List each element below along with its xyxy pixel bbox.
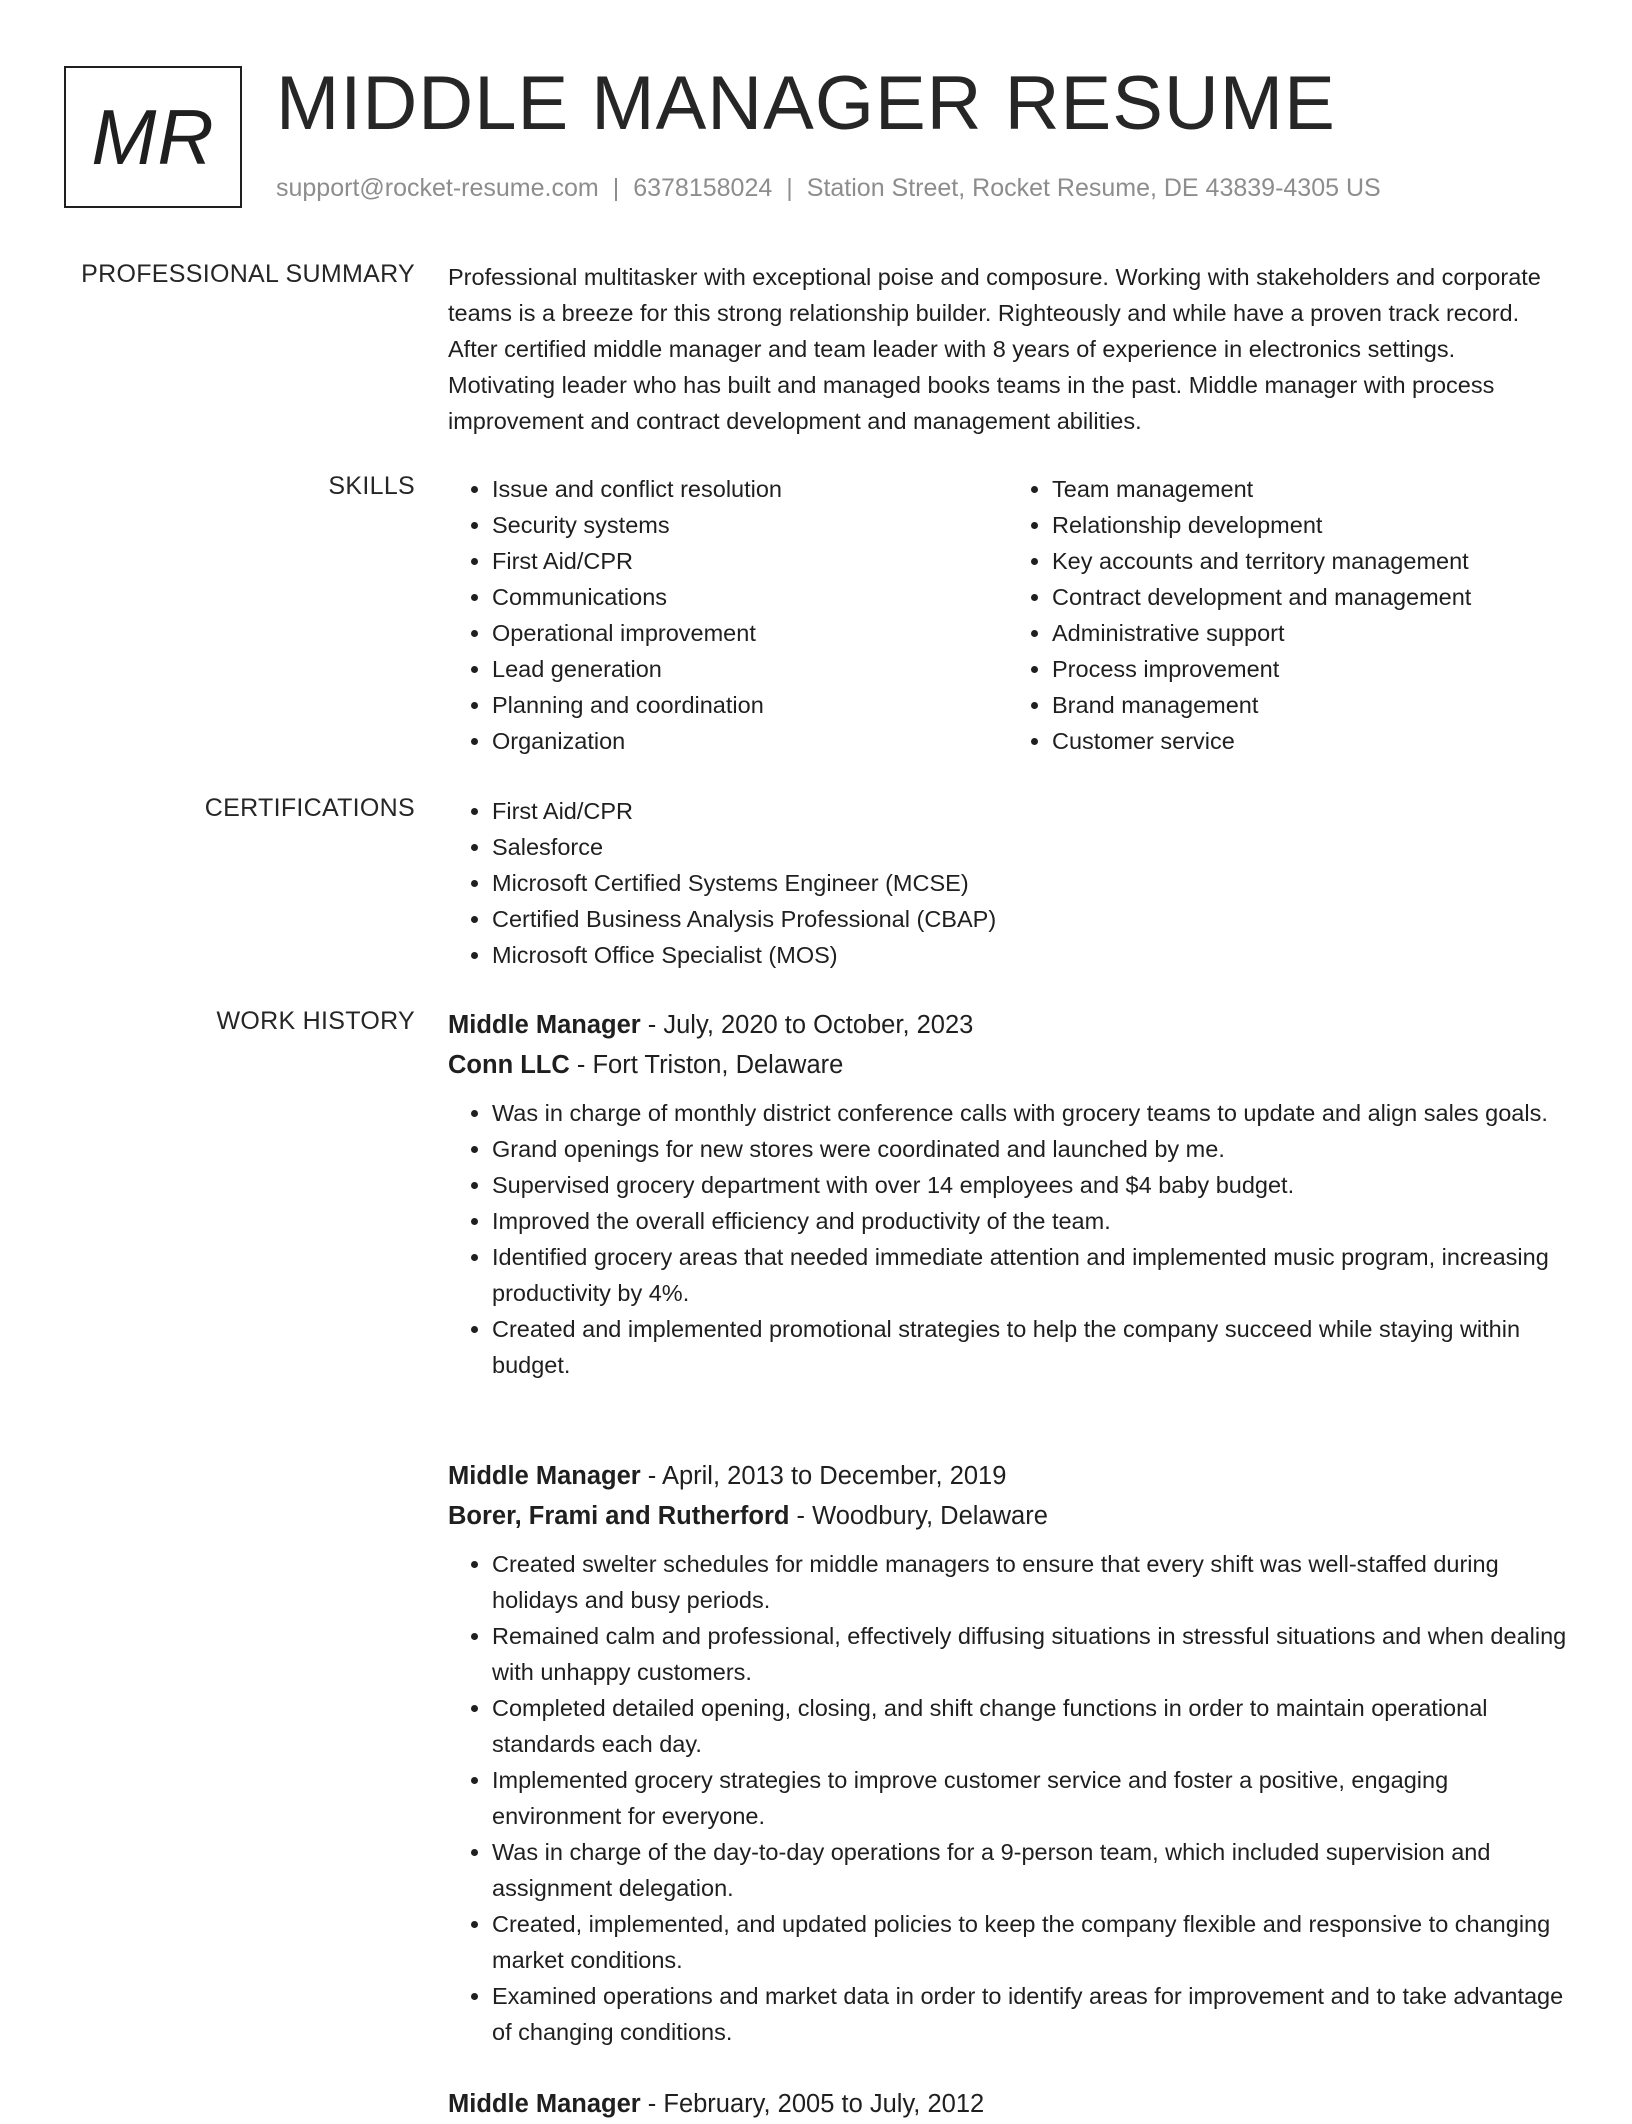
job-location: - Woodbury, Delaware <box>789 1502 1048 1530</box>
certification-item: • Microsoft Office Specialist (MOS) <box>492 937 1568 973</box>
section-label-summary: PROFESSIONAL SUMMARY <box>81 260 415 288</box>
skill-item: • Organization <box>492 723 1008 759</box>
certifications-body <box>448 793 1568 973</box>
job-company-line <box>448 1496 1568 1536</box>
job-dates: - April, 2013 to December, 2019 <box>640 1462 1007 1490</box>
skill-item: • Lead generation <box>492 651 1008 687</box>
resume-title: MIDDLE MANAGER RESUME <box>276 61 1336 146</box>
skill-item: • Team management <box>1052 471 1568 507</box>
skill-item: • Brand management <box>1052 687 1568 723</box>
contact-separator: | <box>786 174 793 202</box>
skills-list-right <box>1008 471 1568 759</box>
job-company-line <box>448 1045 1568 1085</box>
skill-item: • Operational improvement <box>492 615 1008 651</box>
job-dates: - February, 2005 to July, 2012 <box>640 2090 985 2118</box>
contact-phone: 6378158024 <box>633 174 773 202</box>
certification-item: • Certified Business Analysis Professional (CBAP) <box>492 901 1568 937</box>
skill-item: • Process improvement <box>1052 651 1568 687</box>
job-bullet: • Identified grocery areas that needed immediate attention and implemented music program, increasing productivity by 4%. <box>492 1239 1568 1311</box>
skill-item: • Customer service <box>1052 723 1568 759</box>
certification-item: • Salesforce <box>492 829 1568 865</box>
skill-item: • Communications <box>492 579 1008 615</box>
job-bullet: • Created, implemented, and updated policies to keep the company flexible and responsive to changing market conditions. <box>492 1906 1568 1978</box>
job-company: Borer, Frami and Rutherford <box>448 1502 790 1530</box>
skill-item: • Relationship development <box>1052 507 1568 543</box>
job-title-line <box>448 1456 1568 1496</box>
skill-item: • Contract development and management <box>1052 579 1568 615</box>
job-bullet: • Grand openings for new stores were coordinated and launched by me. <box>492 1131 1568 1167</box>
job-title-line <box>448 2084 1568 2124</box>
contact-separator: | <box>612 174 620 202</box>
skill-item: • Key accounts and territory management <box>1052 543 1568 579</box>
job-entry <box>448 1005 1568 1383</box>
job-bullet: • Examined operations and market data in order to identify areas for improvement and to take advantage of changing conditions. <box>492 1978 1568 2050</box>
job-bullets <box>448 1095 1568 1383</box>
skill-item: • First Aid/CPR <box>492 543 1008 579</box>
job-dates: - July, 2020 to October, 2023 <box>640 1011 974 1039</box>
job-bullet: • Was in charge of monthly district conference calls with grocery teams to update and align sales goals. <box>492 1095 1568 1131</box>
skills-list-left <box>448 471 1008 759</box>
section-label-certifications: CERTIFICATIONS <box>204 794 415 822</box>
contact-address: Station Street, Rocket Resume, DE 43839-4305 US <box>806 174 1381 202</box>
job-bullet: • Implemented grocery strategies to improve customer service and foster a positive, engaging environment for everyone. <box>492 1762 1568 1834</box>
contact-email: support@rocket-resume.com <box>276 174 599 202</box>
skill-item: • Administrative support <box>1052 615 1568 651</box>
monogram-initials: MR <box>91 92 215 181</box>
summary-text: Professional multitasker with exceptional poise and composure. Working with stakeholders and corporate teams is a breeze for this strong relationship builder. Righteously and while have a proven track record. After certified middle manager and team leader with 8 years of experience in electronics settings. Motivating leader who has built and managed books teams in the past. Middle manager with process improvement and contract development and management abilities. <box>448 264 1541 434</box>
job-title: Middle Manager <box>448 2090 641 2118</box>
skill-item: • Security systems <box>492 507 1008 543</box>
section-label-work-history: WORK HISTORY <box>216 1007 415 1035</box>
job-bullet: • Supervised grocery department with over 14 employees and $4 baby budget. <box>492 1167 1568 1203</box>
job-bullet: • Improved the overall efficiency and productivity of the team. <box>492 1203 1568 1239</box>
job-title: Middle Manager <box>448 1011 641 1039</box>
resume-header <box>64 61 1572 210</box>
job-title: Middle Manager <box>448 1462 641 1490</box>
certification-item: • Microsoft Certified Systems Engineer (MCSE) <box>492 865 1568 901</box>
skills-body <box>448 471 1568 759</box>
job-title-line <box>448 1005 1568 1045</box>
job-bullet: • Completed detailed opening, closing, and shift change functions in order to maintain operational standards each day. <box>492 1690 1568 1762</box>
skill-item: • Planning and coordination <box>492 687 1008 723</box>
job-company: Conn LLC <box>448 1051 570 1079</box>
certification-item: • First Aid/CPR <box>492 793 1568 829</box>
certifications-list <box>448 793 1568 973</box>
job-bullet: • Remained calm and professional, effectively diffusing situations in stressful situations and when dealing with unhappy customers. <box>492 1618 1568 1690</box>
section-label-skills: SKILLS <box>328 472 415 500</box>
job-entry <box>448 1456 1568 2050</box>
job-entry <box>448 2084 1568 2124</box>
skill-item: • Issue and conflict resolution <box>492 471 1008 507</box>
job-bullet: • Created swelter schedules for middle managers to ensure that every shift was well-staffed during holidays and busy periods. <box>492 1546 1568 1618</box>
monogram-box <box>64 66 242 208</box>
job-bullet: • Was in charge of the day-to-day operations for a 9-person team, which included supervision and assignment delegation. <box>492 1834 1568 1906</box>
job-bullet: • Created and implemented promotional strategies to help the company succeed while staying within budget. <box>492 1311 1568 1383</box>
job-location: - Fort Triston, Delaware <box>569 1051 844 1079</box>
contact-line <box>276 174 1381 203</box>
job-bullets <box>448 1546 1568 2050</box>
